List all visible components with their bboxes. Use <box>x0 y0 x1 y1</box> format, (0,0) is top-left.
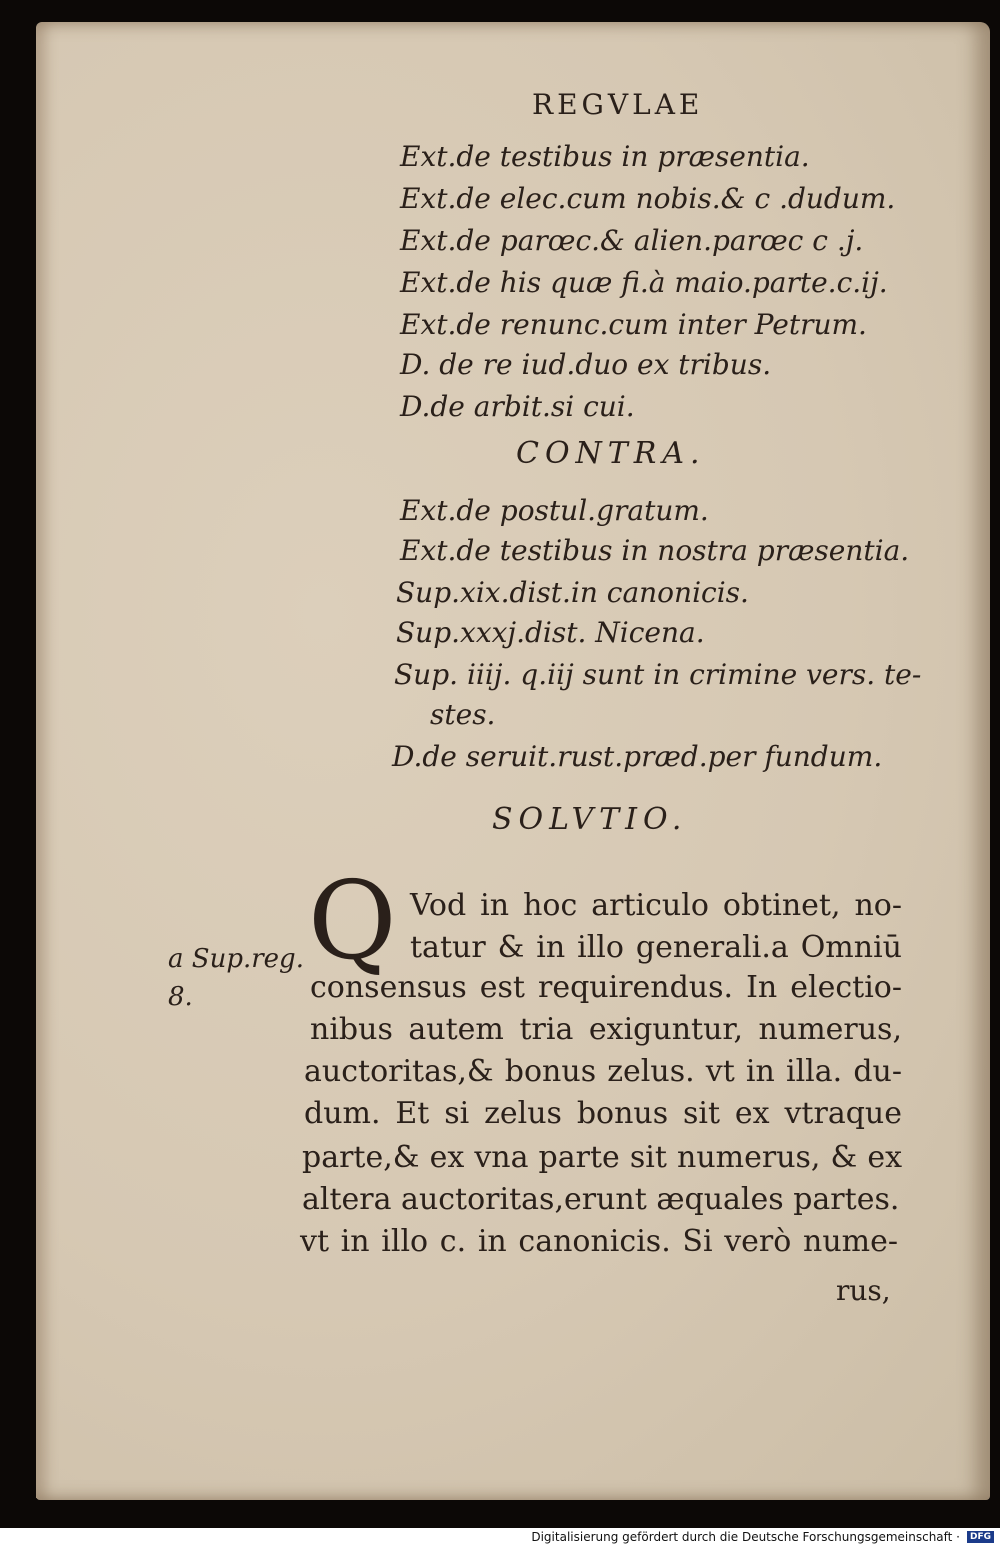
citation-line: Ext.de renunc.cum inter Petrum. <box>400 308 867 341</box>
citation-line: Ext.de his quæ fi.à maio.parte.c.ij. <box>400 266 888 299</box>
citation-line: Ext.de parœc.& alien.parœc c .j. <box>400 224 864 257</box>
body-text-line: tatur & in illo generali.a Omniū <box>410 930 902 965</box>
contra-citation-line: D.de seruit.rust.præd.per fundum. <box>392 740 883 773</box>
solutio-heading: SOLVTIO. <box>492 802 688 837</box>
contra-citation-line: Sup. iiij. q.iij sunt in crimine vers. te- <box>394 658 922 691</box>
citation-line: Ext.de testibus in præsentia. <box>400 140 810 173</box>
contra-citation-line: Ext.de testibus in nostra præsentia. <box>400 534 910 567</box>
body-text-line: vt in illo c. in canonicis. Si verò nume- <box>300 1224 898 1259</box>
contra-heading: CONTRA. <box>516 436 706 471</box>
catchword: rus, <box>836 1274 891 1307</box>
contra-citation-line: Sup.xix.dist.in canonicis. <box>396 576 749 609</box>
margin-note: 8. <box>168 982 193 1012</box>
digitization-footer <box>0 1528 1000 1548</box>
drop-capital: Q <box>308 859 397 984</box>
body-text-line: altera auctoritas,erunt æquales partes. <box>302 1182 900 1217</box>
contra-citation-line: Sup.xxxj.dist. Nicena. <box>396 616 705 649</box>
contra-citation-line: stes. <box>430 698 496 731</box>
body-text-line: parte,& ex vna parte sit numerus, & ex <box>302 1140 902 1175</box>
running-header: REGVLAE <box>532 88 704 121</box>
body-text-line: dum. Et si zelus bonus sit ex vtraque <box>304 1096 902 1131</box>
citation-line: D. de re iud.duo ex tribus. <box>400 348 772 381</box>
citation-line: D.de arbit.si cui. <box>400 390 635 423</box>
footer-credit: Digitalisierung gefördert durch die Deutsche Forschungsgemeinschaft · <box>531 1530 960 1544</box>
contra-citation-line: Ext.de postul.gratum. <box>400 494 709 527</box>
body-text-line: auctoritas,& bonus zelus. vt in illa. du- <box>304 1054 902 1089</box>
body-text-line: nibus autem tria exiguntur, numerus, <box>310 1012 902 1047</box>
citation-line: Ext.de elec.cum nobis.& c .dudum. <box>400 182 896 215</box>
margin-note: a Sup.reg. <box>168 944 304 974</box>
dfg-logo: DFG <box>967 1531 994 1543</box>
body-text-line: Vod in hoc articulo obtinet, no- <box>410 888 902 923</box>
body-text-line: consensus est requirendus. In electio- <box>310 970 902 1005</box>
